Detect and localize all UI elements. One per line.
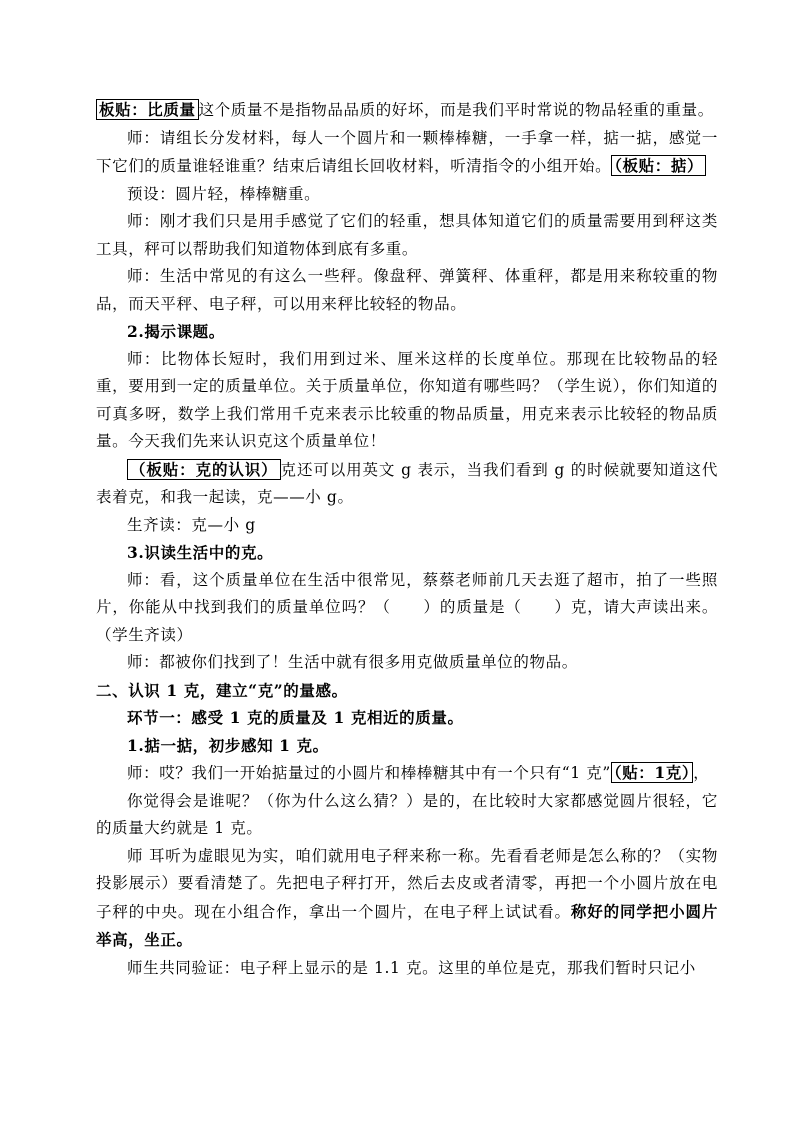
paragraph-text: 克还可以用英文 g 表示，当我们看到 g 的时候就要知道这代表着克，和我一起读，克——小 g。 — [96, 460, 718, 506]
board-note-gram: （板贴：克的认识） — [127, 459, 281, 480]
paragraph-guess: 你觉得会是谁呢？（你为什么这么猜？）是的，在比较时大家都感觉圆片很轻，它的质量大约就是 1 克。 — [96, 791, 718, 837]
paragraph-class-reading: 生齐读：克—小 g — [127, 515, 256, 534]
paragraph-text: 师：哎？我们一开始掂量过的小圆片和棒棒糖其中有一个只有“1 克” — [127, 764, 611, 782]
board-note-one-gram: （贴：1克） — [611, 762, 693, 783]
heading-step-one: 环节一：感受 1 克的质量及 1 克相近的质量。 — [127, 708, 464, 727]
paragraph-supermarket: 师：看，这个质量单位在生活中很常见，蔡蔡老师前几天去逛了超市，拍了一些照片，你能从中找到我们的质量单位吗？（ ）的质量是（ ）克，请大声读出来。（学生齐读） — [96, 570, 718, 644]
paragraph-prediction: 预设：圆片轻，棒棒糖重。 — [127, 184, 321, 203]
paragraph-text: 这个质量不是指物品品质的好坏，而是我们平时常说的物品轻重的重量。 — [198, 101, 714, 119]
paragraph-scale-tool: 师：刚才我们只是用手感觉了它们的轻重，想具体知道它们的质量需要用到秤这类工具，秤可以帮助我们知道物体到底有多重。 — [96, 212, 718, 258]
paragraph-one-gram — [96, 759, 718, 788]
paragraph-teacher-weigh — [96, 125, 718, 181]
paragraph-text: ， — [693, 764, 710, 782]
heading-gram-in-life: 3.识读生活中的克。 — [127, 543, 274, 562]
paragraph-bold-text: 称好的同学把小圆片举高，坐正。 — [96, 901, 718, 949]
paragraph-found: 师：都被你们找到了！生活中就有很多用克做质量单位的物品。 — [127, 653, 578, 671]
paragraph-text: 师：请组长分发材料，每人一个圆片和一颗棒棒糖，一手拿一样，掂一掂，感觉一下它们的质量谁轻谁重？结束后请组长回收材料，听清指令的小组开始。 — [96, 128, 718, 175]
paragraph-text: 师 耳听为虚眼见为实，咱们就用电子秤来称一称。先看看老师是怎么称的？（实物投影展示）要看清楚了。先把电子秤打开，然后去皮或者清零，再把一个小圆片放在电子秤的中央。现在小组合作，拿出一个圆片，在电子秤上试试看。 — [96, 846, 718, 921]
paragraph-board-gram — [96, 456, 718, 512]
heading-weigh-one-gram: 1.掂一掂，初步感知 1 克。 — [127, 735, 329, 755]
heading-section-two: 二、认识 1 克，建立“克”的量感。 — [96, 680, 348, 700]
paragraph-mass-units: 师：比物体长短时，我们用到过米、厘米这样的长度单位。那现在比较物品的轻重，要用到一定的质量单位。关于质量单位，你知道有哪些吗？（学生说），你们知道的可真多呀，数学上我们常用千克来表示比较重的物品质量，用克来表示比较轻的物品质量。今天我们先来认识克这个质量单位！ — [96, 349, 718, 450]
paragraph-verify: 师生共同验证：电子秤上显示的是 1.1 克。这里的单位是克，那我们暂时只记小 — [127, 958, 696, 977]
heading-reveal-topic: 2.揭示课题。 — [127, 322, 225, 341]
paragraph-scale-types: 师：生活中常见的有这么一些秤。像盘秤、弹簧秤、体重秤，都是用来称较重的物品，而天平秤、电子秤，可以用来秤比较轻的物品。 — [96, 267, 718, 313]
paragraph-board-compare — [96, 96, 718, 125]
board-note-compare-quality: 板贴：比质量 — [96, 99, 199, 120]
document-page — [96, 96, 718, 982]
paragraph-electronic-scale — [96, 843, 718, 955]
board-note-dian: （板贴：掂） — [611, 155, 706, 176]
